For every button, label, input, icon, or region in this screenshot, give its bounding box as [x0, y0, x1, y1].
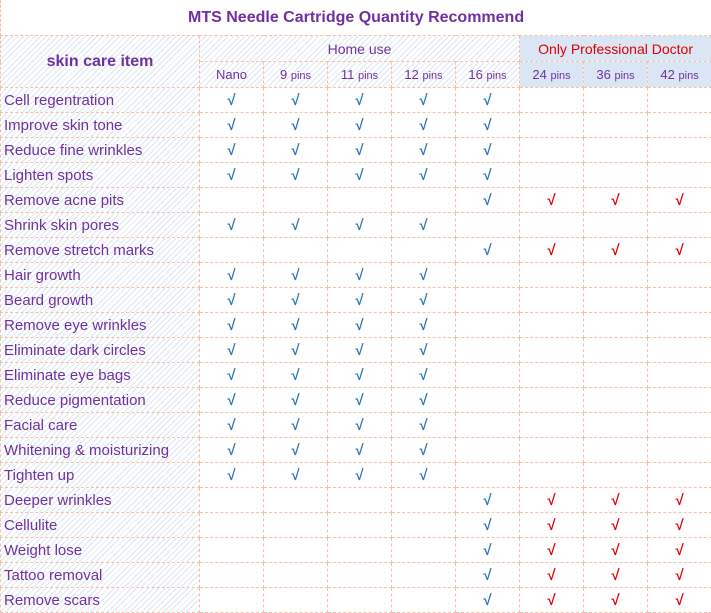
empty-cell: [520, 313, 584, 338]
check-mark-icon: √: [520, 563, 584, 588]
check-mark-icon: √: [392, 438, 456, 463]
check-mark-icon: √: [520, 238, 584, 263]
skin-care-item: Lighten spots: [1, 163, 200, 188]
check-mark-icon: √: [328, 413, 392, 438]
empty-cell: [456, 338, 520, 363]
empty-cell: [200, 238, 264, 263]
empty-cell: [328, 513, 392, 538]
empty-cell: [584, 138, 648, 163]
empty-cell: [520, 113, 584, 138]
empty-cell: [392, 538, 456, 563]
empty-cell: [456, 313, 520, 338]
check-mark-icon: √: [264, 463, 328, 488]
table-row: [1, 388, 711, 413]
empty-cell: [648, 313, 711, 338]
empty-cell: [200, 588, 264, 613]
check-mark-icon: √: [328, 388, 392, 413]
empty-cell: [264, 588, 328, 613]
check-mark-icon: √: [200, 138, 264, 163]
check-mark-icon: √: [392, 288, 456, 313]
check-mark-icon: √: [648, 488, 711, 513]
check-mark-icon: √: [392, 413, 456, 438]
empty-cell: [520, 263, 584, 288]
column-header-value: 11: [340, 67, 355, 82]
check-mark-icon: √: [200, 163, 264, 188]
check-mark-icon: √: [456, 563, 520, 588]
check-mark-icon: √: [200, 363, 264, 388]
page-title: MTS Needle Cartridge Quantity Recommend: [1, 0, 711, 36]
empty-cell: [264, 513, 328, 538]
check-mark-icon: √: [264, 363, 328, 388]
empty-cell: [200, 538, 264, 563]
check-mark-icon: √: [328, 163, 392, 188]
table-row: [1, 538, 711, 563]
check-mark-icon: √: [392, 313, 456, 338]
table-body: [1, 88, 711, 613]
empty-cell: [584, 213, 648, 238]
table-row: [1, 338, 711, 363]
column-header-unit: pins: [550, 70, 571, 82]
check-mark-icon: √: [392, 388, 456, 413]
table-row: [1, 488, 711, 513]
table-row: [1, 413, 711, 438]
check-mark-icon: √: [200, 388, 264, 413]
check-mark-icon: √: [264, 88, 328, 113]
empty-cell: [264, 538, 328, 563]
check-mark-icon: √: [520, 538, 584, 563]
column-header-value: 42: [660, 67, 675, 82]
table-row: [1, 463, 711, 488]
check-mark-icon: √: [264, 388, 328, 413]
check-mark-icon: √: [520, 588, 584, 613]
skin-care-item: Tattoo removal: [1, 563, 200, 588]
skin-care-item: Beard growth: [1, 288, 200, 313]
check-mark-icon: √: [392, 338, 456, 363]
empty-cell: [520, 463, 584, 488]
empty-cell: [584, 88, 648, 113]
column-header-unit: pins: [486, 70, 507, 82]
check-mark-icon: √: [648, 513, 711, 538]
empty-cell: [648, 338, 711, 363]
check-mark-icon: √: [200, 288, 264, 313]
empty-cell: [456, 363, 520, 388]
check-mark-icon: √: [328, 463, 392, 488]
column-header-value: 24: [532, 67, 547, 82]
column-header: [648, 62, 711, 88]
check-mark-icon: √: [456, 588, 520, 613]
check-mark-icon: √: [200, 338, 264, 363]
empty-cell: [264, 563, 328, 588]
check-mark-icon: √: [264, 113, 328, 138]
check-mark-icon: √: [584, 588, 648, 613]
empty-cell: [584, 463, 648, 488]
empty-cell: [584, 313, 648, 338]
check-mark-icon: √: [264, 213, 328, 238]
table-row: [1, 588, 711, 613]
check-mark-icon: √: [648, 188, 711, 213]
empty-cell: [456, 463, 520, 488]
empty-cell: [264, 188, 328, 213]
empty-cell: [456, 388, 520, 413]
check-mark-icon: √: [456, 113, 520, 138]
column-header-unit: pins: [614, 70, 635, 82]
empty-cell: [584, 388, 648, 413]
check-mark-icon: √: [200, 413, 264, 438]
skin-care-item: Remove stretch marks: [1, 238, 200, 263]
check-mark-icon: √: [520, 488, 584, 513]
check-mark-icon: √: [584, 538, 648, 563]
column-header-value: 36: [596, 67, 611, 82]
column-header-value: 9: [279, 67, 288, 82]
empty-cell: [392, 563, 456, 588]
empty-cell: [648, 363, 711, 388]
skin-care-item: Facial care: [1, 413, 200, 438]
check-mark-icon: √: [328, 363, 392, 388]
group-header-home: Home use: [200, 36, 520, 62]
skin-care-item: Shrink skin pores: [1, 213, 200, 238]
table-row: [1, 188, 711, 213]
check-mark-icon: √: [200, 463, 264, 488]
empty-cell: [392, 588, 456, 613]
column-header-value: Nano: [215, 67, 248, 82]
skin-care-item: Cellulite: [1, 513, 200, 538]
empty-cell: [200, 188, 264, 213]
empty-cell: [200, 513, 264, 538]
column-header-value: 12: [404, 67, 419, 82]
empty-cell: [456, 213, 520, 238]
check-mark-icon: √: [328, 288, 392, 313]
check-mark-icon: √: [328, 263, 392, 288]
check-mark-icon: √: [328, 88, 392, 113]
check-mark-icon: √: [520, 188, 584, 213]
empty-cell: [392, 188, 456, 213]
empty-cell: [584, 413, 648, 438]
empty-cell: [584, 113, 648, 138]
skin-care-item: Eliminate dark circles: [1, 338, 200, 363]
empty-cell: [392, 488, 456, 513]
column-header-unit: pins: [357, 70, 379, 82]
empty-cell: [520, 88, 584, 113]
empty-cell: [392, 513, 456, 538]
empty-cell: [648, 463, 711, 488]
empty-cell: [584, 163, 648, 188]
empty-cell: [584, 263, 648, 288]
check-mark-icon: √: [328, 313, 392, 338]
check-mark-icon: √: [584, 513, 648, 538]
table-row: [1, 163, 711, 188]
table-row: [1, 513, 711, 538]
column-header: [520, 62, 584, 88]
empty-cell: [648, 163, 711, 188]
check-mark-icon: √: [456, 513, 520, 538]
check-mark-icon: √: [200, 213, 264, 238]
check-mark-icon: √: [520, 513, 584, 538]
check-mark-icon: √: [392, 363, 456, 388]
check-mark-icon: √: [328, 438, 392, 463]
empty-cell: [456, 288, 520, 313]
skin-care-item: Remove eye wrinkles: [1, 313, 200, 338]
check-mark-icon: √: [392, 113, 456, 138]
check-mark-icon: √: [456, 538, 520, 563]
empty-cell: [648, 263, 711, 288]
check-mark-icon: √: [200, 438, 264, 463]
empty-cell: [648, 138, 711, 163]
skin-care-item: Tighten up: [1, 463, 200, 488]
skin-care-item: Weight lose: [1, 538, 200, 563]
check-mark-icon: √: [200, 88, 264, 113]
empty-cell: [584, 338, 648, 363]
empty-cell: [648, 388, 711, 413]
check-mark-icon: √: [456, 138, 520, 163]
empty-cell: [328, 563, 392, 588]
table-row: [1, 288, 711, 313]
check-mark-icon: √: [392, 213, 456, 238]
check-mark-icon: √: [456, 163, 520, 188]
check-mark-icon: √: [328, 138, 392, 163]
empty-cell: [200, 563, 264, 588]
empty-cell: [328, 538, 392, 563]
check-mark-icon: √: [328, 113, 392, 138]
check-mark-icon: √: [264, 138, 328, 163]
skin-care-item: Improve skin tone: [1, 113, 200, 138]
check-mark-icon: √: [264, 413, 328, 438]
check-mark-icon: √: [584, 238, 648, 263]
table-row: [1, 438, 711, 463]
check-mark-icon: √: [264, 263, 328, 288]
empty-cell: [264, 238, 328, 263]
empty-cell: [584, 288, 648, 313]
empty-cell: [456, 263, 520, 288]
skin-care-item: Cell regentration: [1, 88, 200, 113]
check-mark-icon: √: [392, 163, 456, 188]
check-mark-icon: √: [584, 188, 648, 213]
column-header: [200, 62, 264, 88]
table-row: [1, 313, 711, 338]
empty-cell: [648, 113, 711, 138]
column-header-unit: pins: [422, 70, 443, 82]
empty-cell: [328, 588, 392, 613]
empty-cell: [520, 438, 584, 463]
check-mark-icon: √: [456, 238, 520, 263]
empty-cell: [456, 438, 520, 463]
column-header: [328, 62, 392, 88]
empty-cell: [200, 488, 264, 513]
empty-cell: [648, 288, 711, 313]
column-header: [392, 62, 456, 88]
check-mark-icon: √: [456, 188, 520, 213]
check-mark-icon: √: [392, 138, 456, 163]
check-mark-icon: √: [264, 288, 328, 313]
check-mark-icon: √: [200, 113, 264, 138]
check-mark-icon: √: [328, 213, 392, 238]
column-header: [264, 62, 328, 88]
empty-cell: [392, 238, 456, 263]
empty-cell: [520, 213, 584, 238]
corner-header: skin care item: [1, 36, 200, 88]
group-header-pro: Only Professional Doctor: [520, 36, 711, 62]
skin-care-item: Eliminate eye bags: [1, 363, 200, 388]
empty-cell: [648, 413, 711, 438]
empty-cell: [328, 488, 392, 513]
empty-cell: [520, 413, 584, 438]
empty-cell: [584, 363, 648, 388]
empty-cell: [264, 488, 328, 513]
skin-care-item: Reduce fine wrinkles: [1, 138, 200, 163]
check-mark-icon: √: [392, 263, 456, 288]
empty-cell: [648, 88, 711, 113]
column-header-value: 16: [468, 67, 483, 82]
table-row: [1, 88, 711, 113]
check-mark-icon: √: [392, 463, 456, 488]
check-mark-icon: √: [328, 338, 392, 363]
empty-cell: [648, 213, 711, 238]
empty-cell: [456, 413, 520, 438]
table-row: [1, 238, 711, 263]
skin-care-item: Reduce pigmentation: [1, 388, 200, 413]
skin-care-item: Remove scars: [1, 588, 200, 613]
table-row: [1, 138, 711, 163]
skin-care-item: Deeper wrinkles: [1, 488, 200, 513]
check-mark-icon: √: [456, 88, 520, 113]
check-mark-icon: √: [456, 488, 520, 513]
check-mark-icon: √: [264, 163, 328, 188]
empty-cell: [520, 163, 584, 188]
check-mark-icon: √: [264, 313, 328, 338]
check-mark-icon: √: [648, 563, 711, 588]
column-header-unit: pins: [678, 70, 699, 82]
table-row: [1, 213, 711, 238]
check-mark-icon: √: [648, 538, 711, 563]
check-mark-icon: √: [200, 263, 264, 288]
empty-cell: [520, 388, 584, 413]
empty-cell: [328, 188, 392, 213]
check-mark-icon: √: [584, 488, 648, 513]
check-mark-icon: √: [200, 313, 264, 338]
skin-care-item: Whitening & moisturizing: [1, 438, 200, 463]
check-mark-icon: √: [264, 438, 328, 463]
column-header-unit: pins: [290, 70, 312, 82]
column-header: [584, 62, 648, 88]
skin-care-item: Hair growth: [1, 263, 200, 288]
column-header: [456, 62, 520, 88]
empty-cell: [520, 363, 584, 388]
empty-cell: [648, 438, 711, 463]
check-mark-icon: √: [648, 238, 711, 263]
empty-cell: [520, 288, 584, 313]
check-mark-icon: √: [392, 88, 456, 113]
empty-cell: [520, 338, 584, 363]
check-mark-icon: √: [648, 588, 711, 613]
skin-care-item: Remove acne pits: [1, 188, 200, 213]
empty-cell: [584, 438, 648, 463]
table-row: [1, 113, 711, 138]
empty-cell: [328, 238, 392, 263]
table-row: [1, 363, 711, 388]
empty-cell: [520, 138, 584, 163]
table-row: [1, 563, 711, 588]
check-mark-icon: √: [264, 338, 328, 363]
table-row: [1, 263, 711, 288]
check-mark-icon: √: [584, 563, 648, 588]
